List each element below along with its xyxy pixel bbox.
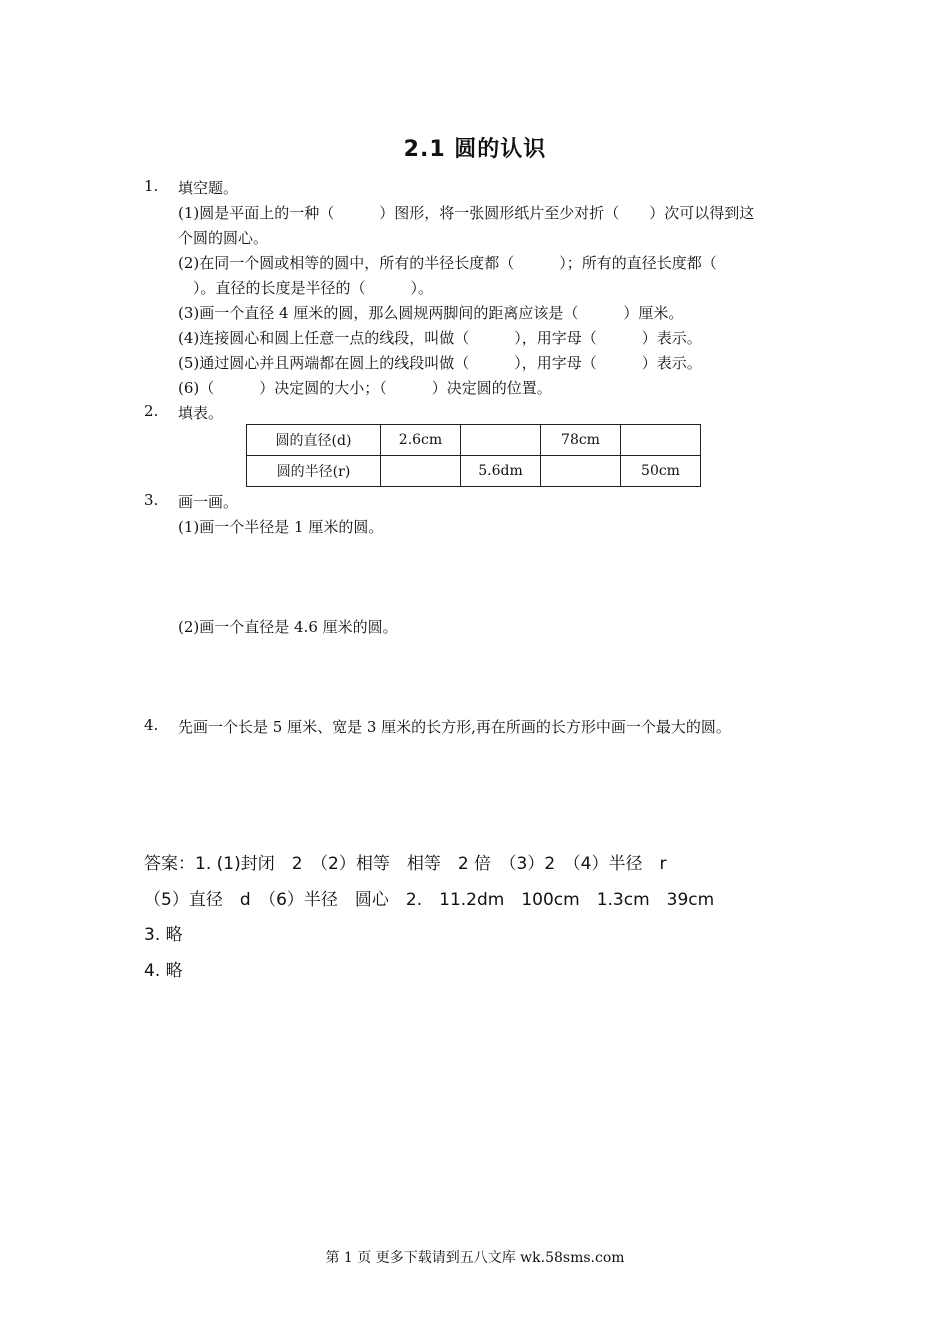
question-1-line: (5)通过圆心并且两端都在圆上的线段叫做（ ），用字母（ ）表示。 — [178, 354, 702, 372]
question-1-line: (6)（ ）决定圆的大小；（ ）决定圆的位置。 — [178, 379, 552, 397]
answer-line: 答案：1. (1)封闭 2 （2）相等 相等 2 倍 （3）2 （4）半径 r — [144, 854, 667, 874]
question-1-line: ）。直径的长度是半径的（ ）。 — [178, 279, 434, 297]
table-cell — [461, 425, 541, 456]
table-cell: 78cm — [541, 425, 621, 456]
table-cell: 2.6cm — [381, 425, 461, 456]
table-cell — [621, 425, 701, 456]
question-3-heading: 画一画。 — [178, 493, 239, 511]
question-2-number: 2. — [144, 402, 159, 420]
table-row — [247, 456, 701, 487]
table-cell — [541, 456, 621, 487]
page-footer: 第 1 页 更多下载请到五八文库 wk.58sms.com — [325, 1250, 625, 1266]
question-4-text: 先画一个长是 5 厘米、宽是 3 厘米的长方形,再在所画的长方形中画一个最大的圆。 — [178, 718, 731, 736]
answer-line: 3. 略 — [144, 925, 183, 945]
question-3-sub1: (1)画一个半径是 1 厘米的圆。 — [178, 518, 384, 536]
table-cell: 50cm — [621, 456, 701, 487]
table-cell — [381, 456, 461, 487]
question-3-sub2: (2)画一个直径是 4.6 厘米的圆。 — [178, 618, 398, 636]
table-row — [247, 425, 701, 456]
question-2-heading: 填表。 — [178, 404, 224, 422]
table-row-header: 圆的直径(d) — [247, 425, 381, 456]
question-1-number: 1. — [144, 177, 159, 195]
question-4-number: 4. — [144, 716, 159, 734]
question-1-line: (1)圆是平面上的一种（ ）图形，将一张圆形纸片至少对折（ ）次可以得到这 — [178, 204, 755, 222]
question-3-number: 3. — [144, 491, 159, 509]
table-row-header: 圆的半径(r) — [247, 456, 381, 487]
question-1-line: (4)连接圆心和圆上任意一点的线段，叫做（ ），用字母（ ）表示。 — [178, 329, 702, 347]
question-1-heading: 填空题。 — [178, 179, 239, 197]
fill-table — [246, 424, 701, 487]
question-1-line: (3)画一个直径 4 厘米的圆，那么圆规两脚间的距离应该是（ ）厘米。 — [178, 304, 684, 322]
answer-line: 4. 略 — [144, 961, 183, 981]
question-1-line: 个圆的圆心。 — [178, 229, 269, 247]
page-title: 2.1 圆的认识 — [403, 137, 547, 162]
answer-line: （5）直径 d （6）半径 圆心 2. 11.2dm 100cm 1.3cm 39cm — [144, 890, 715, 910]
question-1-line: (2)在同一个圆或相等的圆中，所有的半径长度都（ ）；所有的直径长度都（ — [178, 254, 717, 272]
table-cell: 5.6dm — [461, 456, 541, 487]
